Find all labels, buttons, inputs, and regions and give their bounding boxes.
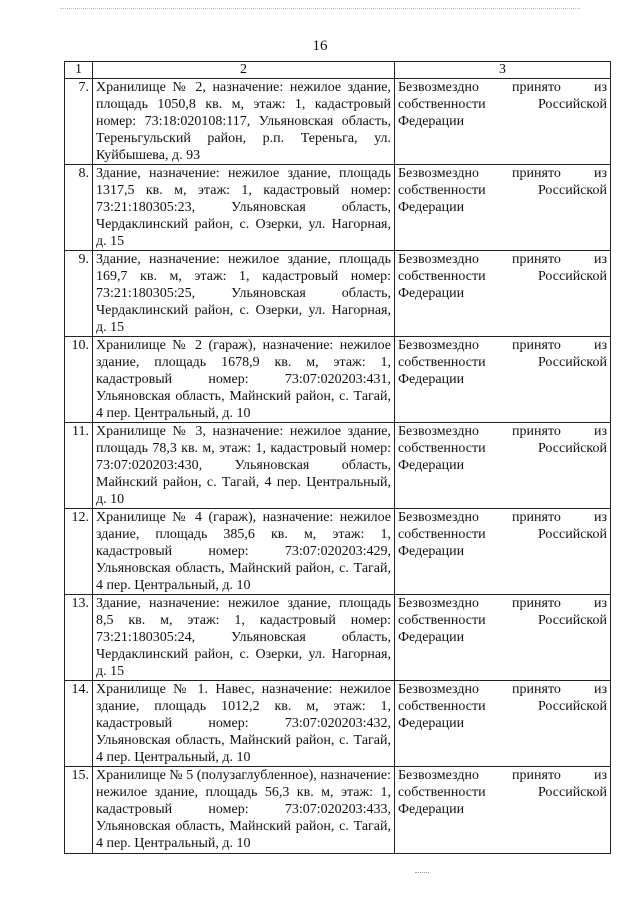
table-row xyxy=(65,681,611,767)
row-object-description: Хранилище № 2, назначение: нежилое здание, площадь 1050,8 кв. м, этаж: 1, кадастровый номер: 73:18:020108:117, Ульяновская область, Тереньгульский район, р.п. Тереньга, ул. Куйбышева, д. 93 xyxy=(93,79,395,165)
scan-artifact-top xyxy=(60,8,580,11)
row-object-description: Хранилище № 3, назначение: нежилое здание, площадь 78,3 кв. м, этаж: 1, кадастровый номер: 73:07:020203:430, Ульяновская область, Майнский район, с. Тагай, 4 пер. Центральный, д. 10 xyxy=(93,423,395,509)
row-number: 14. xyxy=(65,681,93,767)
table-row xyxy=(65,251,611,337)
row-basis: Безвозмездно принято из собственности Российской Федерации xyxy=(395,79,611,165)
row-object-description: Хранилище № 4 (гараж), назначение: нежилое здание, площадь 385,6 кв. м, этаж: 1, кадастровый номер: 73:07:020203:429, Ульяновская область, Майнский район, с. Тагай, 4 пер. Центральный, д. 10 xyxy=(93,509,395,595)
table-row xyxy=(65,165,611,251)
row-number: 9. xyxy=(65,251,93,337)
row-basis: Безвозмездно принято из собственности Российской Федерации xyxy=(395,337,611,423)
row-basis: Безвозмездно принято из собственности Российской Федерации xyxy=(395,681,611,767)
table-row xyxy=(65,337,611,423)
table-header-row xyxy=(65,62,611,79)
row-object-description: Здание, назначение: нежилое здание, площадь 8,5 кв. м, этаж: 1, кадастровый номер: 73:21:180305:24, Ульяновская область, Чердаклинский район, с. Озерки, ул. Нагорная, д. 15 xyxy=(93,595,395,681)
row-number: 15. xyxy=(65,767,93,854)
row-number: 12. xyxy=(65,509,93,595)
row-basis: Безвозмездно принято из собственности Российской Федерации xyxy=(395,165,611,251)
table-row xyxy=(65,79,611,165)
row-number: 7. xyxy=(65,79,93,165)
row-basis: Безвозмездно принято из собственности Российской Федерации xyxy=(395,423,611,509)
row-object-description: Хранилище № 5 (полузаглубленное), назначение: нежилое здание, площадь 56,3 кв. м, этаж: 1, кадастровый номер: 73:07:020203:433, Ульяновская область, Майнский район, с. Тагай, 4 пер. Центральный, д. 10 xyxy=(93,767,395,854)
row-basis: Безвозмездно принято из собственности Российской Федерации xyxy=(395,251,611,337)
row-basis: Безвозмездно принято из собственности Российской Федерации xyxy=(395,595,611,681)
scan-artifact-bottom xyxy=(415,872,429,875)
row-object-description: Здание, назначение: нежилое здание, площадь 1317,5 кв. м, этаж: 1, кадастровый номер: 73:21:180305:23, Ульяновская область, Чердаклинский район, с. Озерки, ул. Нагорная, д. 15 xyxy=(93,165,395,251)
table-row xyxy=(65,767,611,854)
row-number: 10. xyxy=(65,337,93,423)
table-row xyxy=(65,509,611,595)
row-object-description: Хранилище № 1. Навес, назначение: нежилое здание, площадь 1012,2 кв. м, этаж: 1, кадастровый номер: 73:07:020203:432, Ульяновская область, Майнский район, с. Тагай, 4 пер. Центральный, д. 10 xyxy=(93,681,395,767)
row-object-description: Хранилище № 2 (гараж), назначение: нежилое здание, площадь 1678,9 кв. м, этаж: 1, кадастровый номер: 73:07:020203:431, Ульяновская область, Майнский район, с. Тагай, 4 пер. Центральный, д. 10 xyxy=(93,337,395,423)
row-basis: Безвозмездно принято из собственности Российской Федерации xyxy=(395,767,611,854)
table-row xyxy=(65,423,611,509)
row-number: 8. xyxy=(65,165,93,251)
page-number: 16 xyxy=(312,38,328,54)
column-header-number: 1 xyxy=(65,62,93,79)
row-number: 13. xyxy=(65,595,93,681)
column-header-object: 2 xyxy=(93,62,395,79)
row-number: 11. xyxy=(65,423,93,509)
row-object-description: Здание, назначение: нежилое здание, площадь 169,7 кв. м, этаж: 1, кадастровый номер: 73:21:180305:25, Ульяновская область, Чердаклинский район, с. Озерки, ул. Нагорная, д. 15 xyxy=(93,251,395,337)
column-header-basis: 3 xyxy=(395,62,611,79)
table-row xyxy=(65,595,611,681)
row-basis: Безвозмездно принято из собственности Российской Федерации xyxy=(395,509,611,595)
property-table xyxy=(64,61,611,854)
